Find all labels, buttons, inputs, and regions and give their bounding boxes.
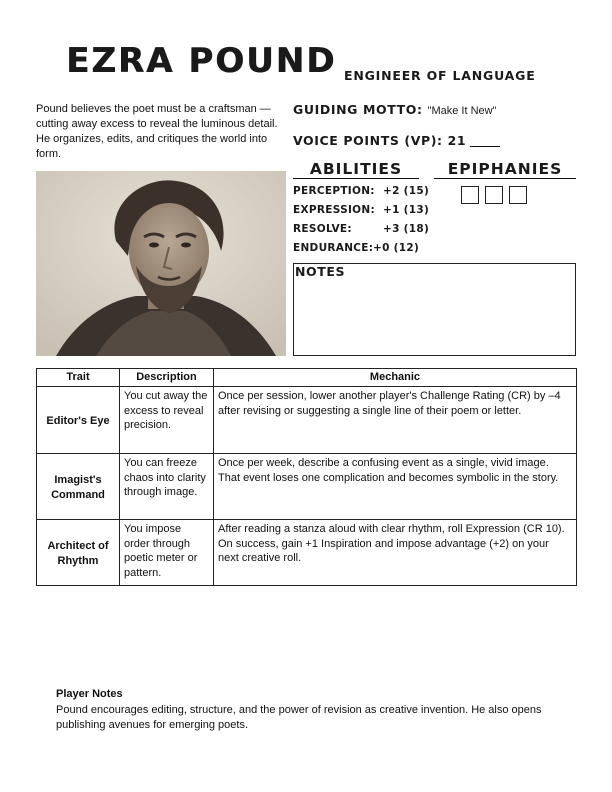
trait-name: Editor's Eye — [37, 387, 120, 454]
player-notes-title: Player Notes — [56, 688, 123, 700]
portrait-image — [36, 171, 286, 356]
table-row — [37, 387, 577, 454]
ability-name: PERCEPTION: — [293, 185, 375, 197]
character-portrait — [36, 171, 286, 356]
abilities-list — [293, 182, 443, 258]
character-description: Pound believes the poet must be a craftsman — cutting away excess to reveal the luminous detail. He organizes, edits, and critiques the world into form. — [36, 103, 278, 160]
trait-mechanic: After reading a stanza aloud with clear rhythm, roll Expression (CR 10). On success, gain +1 Inspiration and impose advantage (+2) on your next creative roll. — [214, 520, 577, 586]
vp-label: VOICE POINTS (VP): 21 — [293, 133, 467, 148]
epiphanies-heading: EPIPHANIES — [434, 160, 576, 179]
ability-value: +3 (18) — [383, 223, 430, 235]
ability-endurance — [293, 239, 443, 258]
trait-description: You impose order through poetic meter or pattern. — [120, 520, 214, 586]
ability-value: +1 (13) — [383, 204, 430, 216]
header-trait: Trait — [37, 369, 120, 387]
ability-name: ENDURANCE: — [293, 242, 374, 254]
player-notes-text: Pound encourages editing, structure, and the power of revision as creative invention. He also opens publishing avenues for emerging poets. — [56, 704, 542, 731]
trait-table — [36, 368, 577, 586]
epiphany-checkbox-1[interactable] — [461, 186, 479, 204]
ability-value: +0 (12) — [373, 242, 420, 254]
ability-expression — [293, 201, 443, 220]
trait-mechanic: Once per week, describe a confusing event as a single, vivid image. That event loses one complication and becomes symbolic in the story. — [214, 454, 577, 520]
trait-description: You can freeze chaos into clarity through image. — [120, 454, 214, 520]
trait-mechanic: Once per session, lower another player's Challenge Rating (CR) by –4 after revising or suggesting a single line of their poem or letter. — [214, 387, 577, 454]
notes-label: NOTES — [295, 264, 346, 279]
ability-resolve — [293, 220, 443, 239]
table-row — [37, 520, 577, 586]
abilities-heading: ABILITIES — [293, 160, 419, 179]
ability-value: +2 (15) — [383, 185, 430, 197]
ability-perception — [293, 182, 443, 201]
table-header-row — [37, 369, 577, 387]
guiding-motto — [293, 102, 497, 117]
motto-label: GUIDING MOTTO: — [293, 102, 423, 117]
vp-blank-line — [470, 136, 500, 147]
trait-name: Imagist's Command — [37, 454, 120, 520]
notes-box[interactable] — [293, 263, 576, 356]
character-name: EZRA POUND — [66, 41, 337, 81]
ability-name: RESOLVE: — [293, 223, 352, 235]
header-description: Description — [120, 369, 214, 387]
trait-description: You cut away the excess to reveal precision. — [120, 387, 214, 454]
table-row — [37, 454, 577, 520]
voice-points — [293, 133, 500, 148]
header-mechanic: Mechanic — [214, 369, 577, 387]
epiphany-checkbox-2[interactable] — [485, 186, 503, 204]
epiphany-checkboxes — [461, 186, 527, 204]
trait-name: Architect of Rhythm — [37, 520, 120, 586]
ability-name: EXPRESSION: — [293, 204, 375, 216]
epiphany-checkbox-3[interactable] — [509, 186, 527, 204]
motto-value: "Make It New" — [427, 105, 497, 117]
character-subtitle: ENGINEER OF LANGUAGE — [344, 68, 536, 83]
